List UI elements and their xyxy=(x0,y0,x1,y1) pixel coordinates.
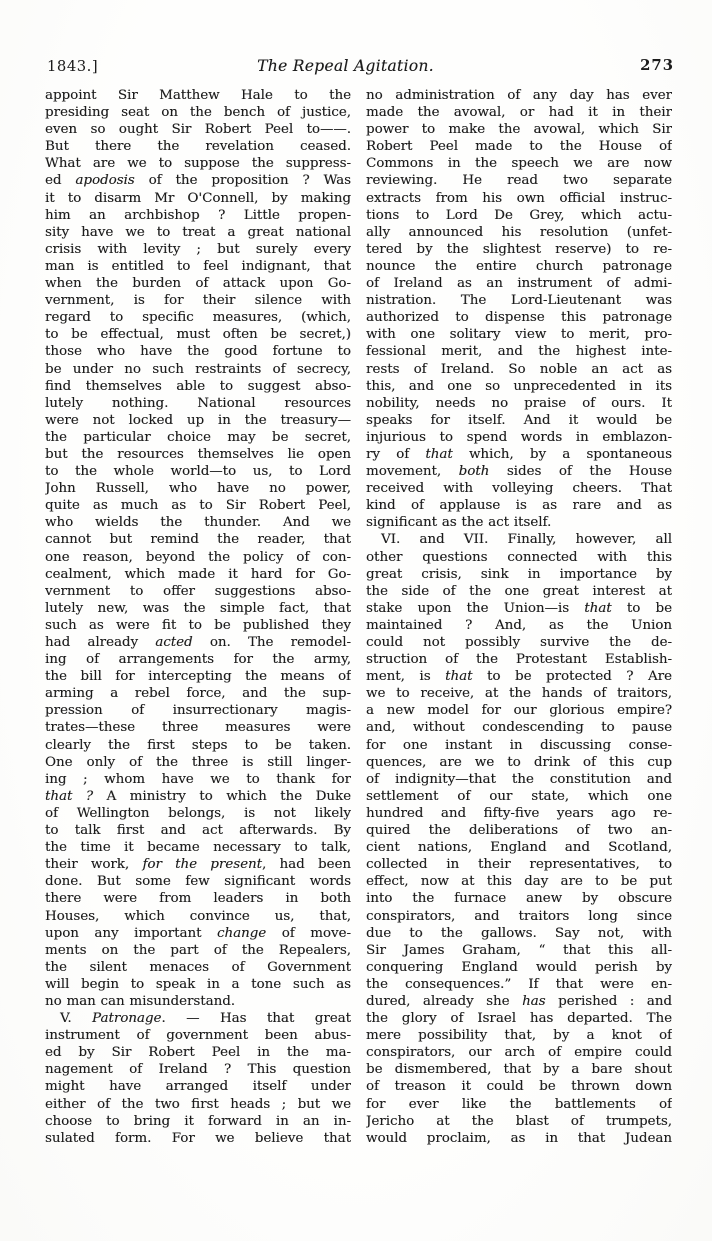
text-line: ry of that which, by a spontaneous xyxy=(366,446,672,462)
text-line: authorized to dispense this patronage xyxy=(366,310,672,326)
text-line: presiding seat on the bench of justice, xyxy=(45,105,351,121)
text-line: received with volleying cheers. That xyxy=(366,481,672,497)
text-line: of indignity—that the constitution and xyxy=(366,771,672,787)
text-line: this, and one so unprecedented in its xyxy=(366,378,672,394)
text-line: man is entitled to feel indignant, that xyxy=(45,258,351,274)
text-line: with one solitary view to merit, pro- xyxy=(366,327,672,343)
text-line: hundred and fifty-five years ago re- xyxy=(366,805,672,821)
text-line: to the whole world—to us, to Lord xyxy=(45,464,351,480)
text-line: ment, is that to be protected ? Are xyxy=(366,669,672,685)
text-line: dured, already she has perished : and xyxy=(366,993,672,1009)
text-line: no administration of any day has ever xyxy=(366,88,672,103)
text-line: vernment to offer suggestions abso- xyxy=(45,583,351,599)
text-line: power to make the avowal, which Sir xyxy=(366,122,672,138)
text-line: we to receive, at the hands of traitors, xyxy=(366,686,672,702)
text-line: lutely nothing. National resources xyxy=(45,395,351,411)
text-line: stake upon the Union—is that to be xyxy=(366,600,672,616)
text-line: one reason, beyond the policy of con- xyxy=(45,549,351,565)
text-line: conspirators, and traitors long since xyxy=(366,908,672,924)
text-line: no man can misunderstand. xyxy=(45,993,236,1009)
text-line: the glory of Israel has departed. The xyxy=(366,1011,672,1027)
text-line: sulated form. For we believe that xyxy=(45,1130,351,1146)
text-line: the time it became necessary to talk, xyxy=(45,840,351,856)
text-line: for ever like the battlements of xyxy=(366,1096,672,1112)
text-line: great crisis, sink in importance by xyxy=(366,566,672,582)
text-line: who wields the thunder. And we xyxy=(45,515,351,531)
text-line: fessional merit, and the highest inte- xyxy=(366,344,672,360)
text-line: even so ought Sir Robert Peel to——. xyxy=(45,122,351,138)
text-line: the particular choice may be secret, xyxy=(45,429,351,445)
text-line: nounce the entire church patronage xyxy=(366,258,672,274)
text-line: when the burden of attack upon Go- xyxy=(45,276,351,292)
text-columns xyxy=(45,87,672,1147)
text-line: John Russell, who have no power, xyxy=(45,481,351,497)
text-line: mere possibility that, by a knot of xyxy=(366,1028,672,1044)
text-line: movement, both sides of the House xyxy=(366,464,672,480)
text-line: ments on the part of the Repealers, xyxy=(45,942,351,958)
text-line: tered by the slightest reserve) to re- xyxy=(366,241,672,257)
text-line: cient nations, England and Scotland, xyxy=(366,840,672,856)
text-line: the consequences.” If that were en- xyxy=(366,976,672,992)
text-line: V. Patronage. — Has that great xyxy=(60,1011,351,1027)
text-line: rests of Ireland. So noble an act as xyxy=(366,361,672,377)
text-line: but the resources themselves lie open xyxy=(45,446,351,462)
text-line: were not locked up in the treasury— xyxy=(45,412,351,428)
text-line: made the avowal, or had it in their xyxy=(366,105,672,121)
text-line: crisis with levity ; but surely every xyxy=(45,241,351,257)
text-line: cannot but remind the reader, that xyxy=(45,532,351,548)
text-line: there were from leaders in both xyxy=(45,891,351,907)
text-line: into the furnace anew by obscure xyxy=(366,891,672,907)
text-line: clearly the first steps to be taken. xyxy=(45,737,351,753)
text-line: the bill for intercepting the means of xyxy=(45,669,351,685)
text-line: Commons in the speech we are now xyxy=(366,156,672,172)
text-line: quences, are we to drink of this cup xyxy=(366,754,672,770)
text-line: settlement of our state, which one xyxy=(366,788,672,804)
text-line: Jericho at the blast of trumpets, xyxy=(366,1113,672,1129)
text-line: Robert Peel made to the House of xyxy=(366,139,672,155)
text-line: to talk first and act afterwards. By xyxy=(45,823,351,839)
text-line: pression of insurrectionary magis- xyxy=(45,703,351,719)
text-line: done. But some few significant words xyxy=(45,874,351,890)
text-line: quired the deliberations of two an- xyxy=(366,823,672,839)
text-line: a new model for our glorious empire? xyxy=(366,703,672,719)
text-line: Houses, which convince us, that, xyxy=(45,908,351,924)
text-line: lutely new, was the simple fact, that xyxy=(45,600,351,616)
text-line: ally announced his resolution (unfet- xyxy=(366,224,672,240)
text-line: regard to specific measures, (which, xyxy=(45,310,351,326)
text-line: might have arranged itself under xyxy=(45,1079,351,1095)
text-line: nobility, needs no praise of ours. It xyxy=(366,395,672,411)
page-title: The Repeal Agitation. xyxy=(257,57,434,75)
text-line: instrument of government been abus- xyxy=(45,1028,351,1044)
text-line: due to the gallows. Say not, with xyxy=(366,925,672,941)
text-line: to be effectual, must often be secret,) xyxy=(45,327,351,343)
text-line: ed by Sir Robert Peel in the ma- xyxy=(45,1045,351,1061)
text-line: choose to bring it forward in an in- xyxy=(45,1113,351,1129)
text-line: of Ireland as an instrument of admi- xyxy=(366,276,672,292)
text-line: struction of the Protestant Establish- xyxy=(366,652,672,668)
text-line: injurious to spend words in emblazon- xyxy=(366,429,672,445)
text-line: nistration. The Lord-Lieutenant was xyxy=(366,293,672,309)
text-line: What are we to suppose the suppress- xyxy=(45,156,351,172)
text-line: their work, for the present, had been xyxy=(45,857,351,873)
text-line: those who have the good fortune to xyxy=(45,344,351,360)
text-line: would proclaim, as in that Judean xyxy=(366,1130,672,1146)
text-line: had already acted on. The remodel- xyxy=(45,635,351,650)
text-line: tions to Lord De Grey, which actu- xyxy=(366,207,672,223)
text-line: appoint Sir Matthew Hale to the xyxy=(45,88,351,103)
text-line: upon any important change of move- xyxy=(45,925,351,941)
text-line: arming a rebel force, and the sup- xyxy=(45,686,351,702)
text-line: the side of the one great interest at xyxy=(366,583,672,599)
text-line: of treason it could be thrown down xyxy=(366,1079,672,1095)
text-line: such as were fit to be published they xyxy=(45,617,351,633)
text-line: quite as much as to Sir Robert Peel, xyxy=(45,498,351,514)
text-line: vernment, is for their silence with xyxy=(45,293,351,309)
year-label: 1843.] xyxy=(47,58,99,75)
text-line: significant as the act itself. xyxy=(366,515,552,531)
text-line: the silent menaces of Government xyxy=(45,959,351,975)
text-line: other questions connected with this xyxy=(366,549,672,565)
text-line: ed apodosis of the proposition ? Was xyxy=(45,173,351,189)
text-line: be under no such restraints of secrecy, xyxy=(45,361,351,377)
page-header xyxy=(47,57,674,77)
text-line: find themselves able to suggest abso- xyxy=(45,378,351,394)
text-line: it to disarm Mr O'Connell, by making xyxy=(45,190,351,206)
text-line: Sir James Graham, “ that this all- xyxy=(366,942,672,958)
text-line: speaks for itself. And it would be xyxy=(366,412,672,428)
text-line: But there the revelation ceased. xyxy=(45,139,351,155)
text-line: extracts from his own official instruc- xyxy=(366,190,672,206)
text-line: conspirators, our arch of empire could xyxy=(366,1045,672,1061)
text-line: could not possibly survive the de- xyxy=(366,635,672,650)
text-line: conquering England would perish by xyxy=(366,959,672,975)
text-line: VI. and VII. Finally, however, all xyxy=(381,532,672,548)
text-line: ing ; whom have we to thank for xyxy=(45,771,351,787)
text-line: and, without condescending to pause xyxy=(366,720,672,736)
text-column-left xyxy=(45,87,351,1147)
text-line: for one instant in discussing conse- xyxy=(366,737,672,753)
text-line: reviewing. He read two separate xyxy=(366,173,672,189)
text-line: cealment, which made it hard for Go- xyxy=(45,566,351,582)
text-line: maintained ? And, as the Union xyxy=(366,617,672,633)
text-line: ing of arrangements for the army, xyxy=(45,652,351,668)
text-line: be dismembered, that by a bare shout xyxy=(366,1062,672,1078)
text-line: sity have we to treat a great national xyxy=(45,224,351,240)
text-line: him an archbishop ? Little propen- xyxy=(45,207,351,223)
text-line: collected in their representatives, to xyxy=(366,857,672,873)
text-line: nagement of Ireland ? This question xyxy=(45,1062,351,1078)
text-line: trates—these three measures were xyxy=(45,720,351,736)
page-number: 273 xyxy=(640,57,674,74)
text-line: effect, now at this day are to be put xyxy=(366,874,672,890)
text-line: of Wellington belongs, is not likely xyxy=(45,805,351,821)
text-line: kind of applause is as rare and as xyxy=(366,498,672,514)
text-line: will begin to speak in a tone such as xyxy=(45,976,351,992)
text-line: that ? A ministry to which the Duke xyxy=(45,788,351,804)
text-column-right xyxy=(366,87,672,1147)
text-line: either of the two first heads ; but we xyxy=(45,1096,351,1112)
text-line: One only of the three is still linger- xyxy=(45,754,351,770)
